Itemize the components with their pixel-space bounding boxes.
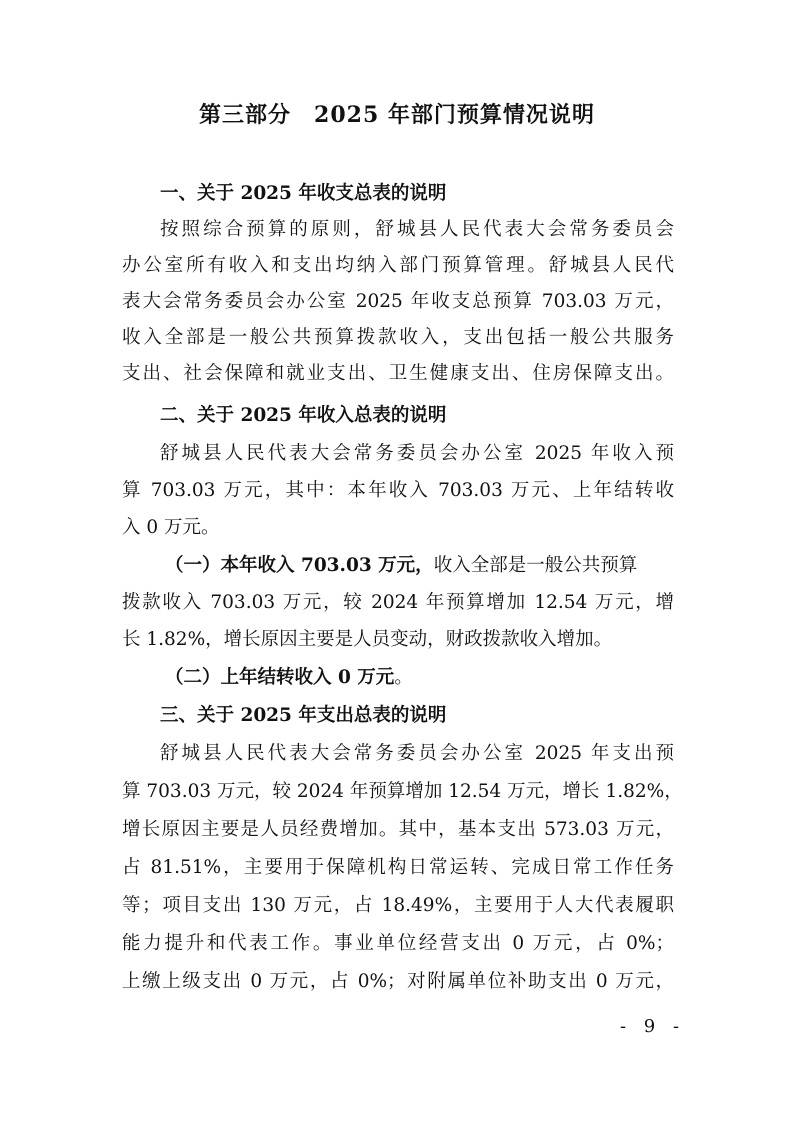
section2-item2-lead: （二）上年结转收入 0 万元: [165, 667, 395, 688]
section2-line-1: 舒城县人民代表大会常务委员会办公室 2025 年收入预: [160, 443, 674, 464]
section1-line-1: 按照综合预算的原则，舒城县人民代表大会常务委员会: [160, 219, 674, 240]
section2-item1-line-2: 拨款收入 703.03 万元，较 2024 年预算增加 12.54 万元，增: [122, 592, 674, 613]
section3-line-6: 能力提升和代表工作。事业单位经营支出 0 万元，占 0%；: [122, 933, 674, 954]
section2-line-2: 算 703.03 万元，其中：本年收入 703.03 万元、上年结转收: [122, 480, 674, 501]
section1-line-2: 办公室所有收入和支出均纳入部门预算管理。舒城县人民代: [122, 255, 674, 276]
section1-line-3: 表大会常务委员会办公室 2025 年收支总预算 703.03 万元，: [122, 291, 674, 312]
section3-line-2: 算 703.03 万元，较 2024 年预算增加 12.54 万元，增长 1.82%，: [122, 781, 683, 802]
section3-line-4: 占 81.51%，主要用于保障机构日常运转、完成日常工作任务: [122, 857, 674, 878]
section2-item1-lead: （一）本年收入 703.03 万元，: [165, 555, 434, 576]
section2-line-3: 入 0 万元。: [122, 517, 220, 538]
section1-line-5: 支出、社会保障和就业支出、卫生健康支出、住房保障支出。: [122, 363, 674, 384]
page-number: - 9 -: [620, 1016, 686, 1037]
section2-item1-rest: 收入全部是一般公共预算: [433, 555, 638, 576]
section3-heading: 三、关于 2025 年支出总表的说明: [160, 705, 447, 726]
section3-line-5: 等；项目支出 130 万元，占 18.49%，主要用于人大代表履职: [122, 895, 674, 916]
section3-line-3: 增长原因主要是人员经费增加。其中，基本支出 573.03 万元，: [122, 819, 674, 840]
section3-line-1: 舒城县人民代表大会常务委员会办公室 2025 年支出预: [160, 743, 674, 764]
section2-item2-line: [165, 660, 674, 696]
section2-item2-rest: 。: [394, 667, 413, 688]
section2-item1-first-line: [165, 548, 674, 584]
page-title: 第三部分 2025 年部门预算情况说明: [199, 102, 595, 128]
section1-line-4: 收入全部是一般公共预算拨款收入，支出包括一般公共服务: [122, 327, 674, 348]
section2-item1-line-3: 长 1.82%，增长原因主要是人员变动，财政拨款收入增加。: [122, 629, 613, 650]
section1-heading: 一、关于 2025 年收支总表的说明: [160, 183, 447, 204]
section2-heading: 二、关于 2025 年收入总表的说明: [160, 405, 447, 426]
section3-line-7: 上缴上级支出 0 万元，占 0%；对附属单位补助支出 0 万元，: [122, 971, 674, 992]
